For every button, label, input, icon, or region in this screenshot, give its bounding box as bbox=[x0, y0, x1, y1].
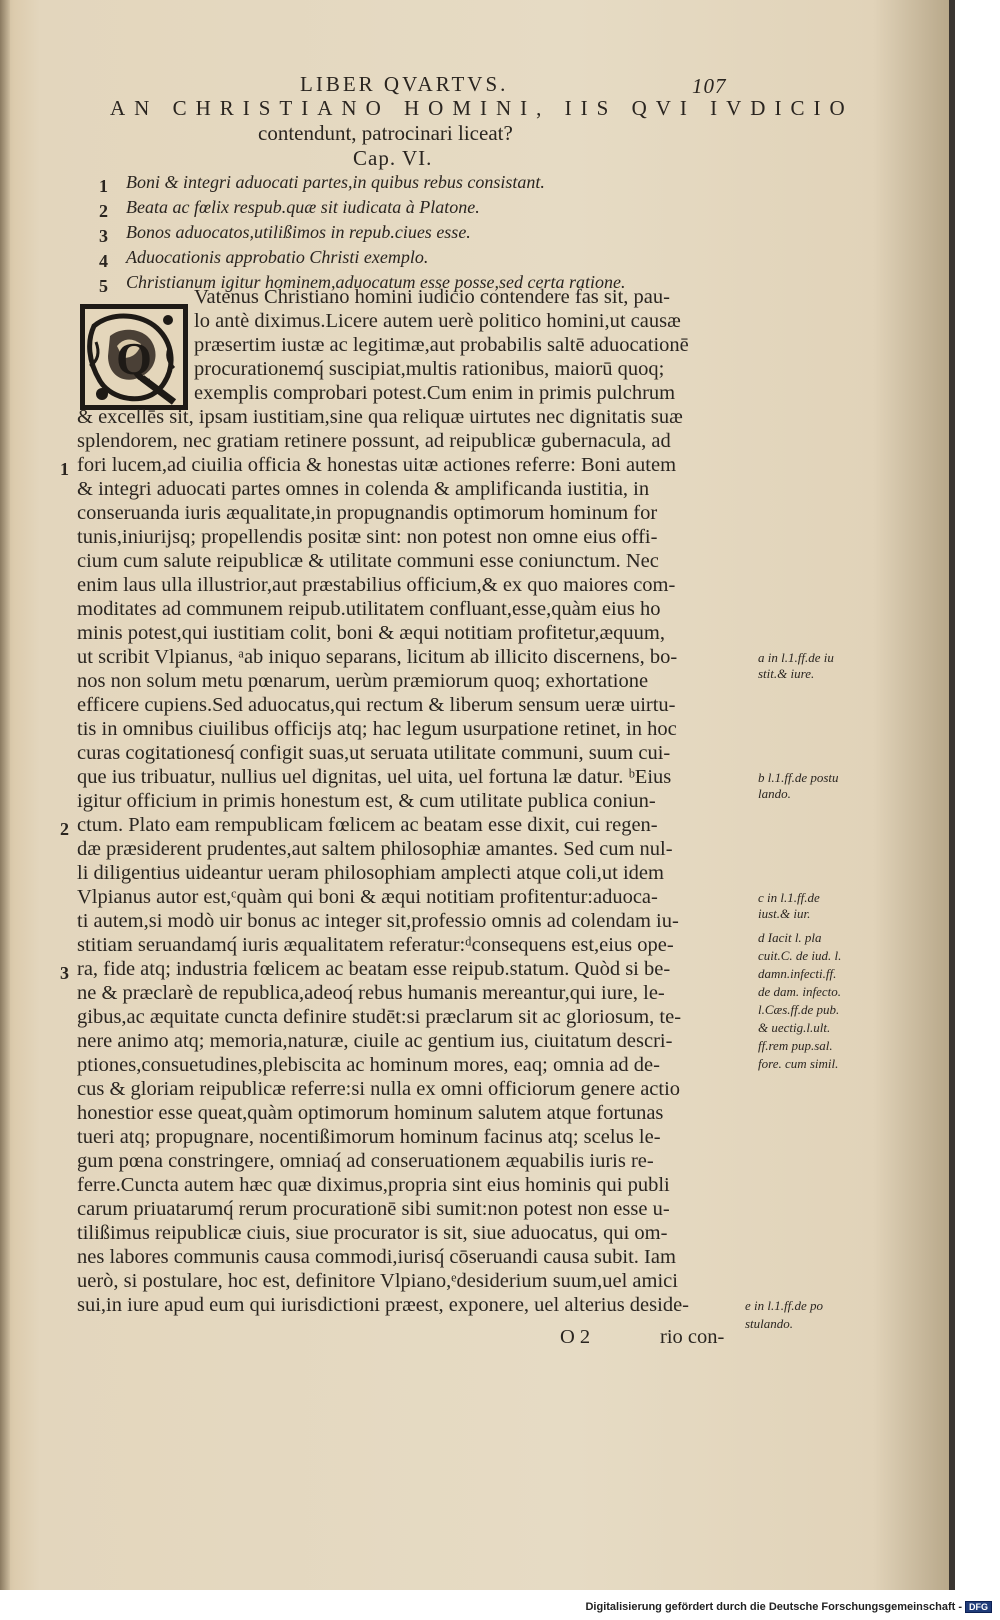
side-note: iust.& iur. bbox=[758, 906, 811, 921]
footer-text: Digitalisierung gefördert durch die Deutsche Forschungsgemeinschaft - bbox=[585, 1601, 962, 1613]
text-line: ti autem,si modò uir bonus ac integer sit,professio omnis ad colendam iu- bbox=[77, 910, 679, 932]
summary-number: 2 bbox=[99, 201, 108, 221]
text-line: curas cogitationesq́ configit suas,ut seruata utilitate communi, suum cui- bbox=[77, 742, 671, 764]
text-line: ctum. Plato eam rempublicam fœlicem ac beatam esse dixit, cui regen- bbox=[77, 814, 658, 836]
text-line: tis in omnibus ciuilibus officijs atq; hac legum usurpatione retinet, in hoc bbox=[77, 718, 677, 740]
text-line: que ius tribuatur, nullius uel dignitas, uel uita, uel fortuna læ datur. ᵇEius bbox=[77, 766, 672, 788]
text-line: fori lucem,ad ciuilia officia & honestas uitæ actiones referre: Boni autem bbox=[77, 454, 677, 476]
text-line: Vlpianus autor est,ᶜquàm qui boni & æqui notitiam profitentur:aduoca- bbox=[77, 886, 658, 908]
text-line: cium cum salute reipublicæ & utilitate communi esse coniunctum. Nec bbox=[77, 550, 659, 572]
text-line: procurationemq́ suscipiat,multis rationibus, maiorū quoq; bbox=[194, 358, 665, 380]
text-line: cus & gloriam reipublicæ referre:si nulla ex omni officiorum genere actio bbox=[77, 1078, 681, 1100]
summary-number: 1 bbox=[99, 176, 108, 196]
text-line: & excellēs sit, ipsam iustitiam,sine qua reliquæ uirtutes nec dignitatis suæ bbox=[77, 406, 683, 428]
summary-item: Boni & integri aduocati partes,in quibus rebus consistant. bbox=[126, 172, 545, 192]
text-line: uerò, si postulare, hoc est, definitore Vlpiano,ᵉdesiderium suum,uel amici bbox=[77, 1270, 678, 1292]
text-line: carum priuatarumq́ rerum procurationē sibi sumit:non potest non esse u- bbox=[77, 1198, 670, 1220]
summary-number: 5 bbox=[99, 276, 108, 296]
side-note: c in l.1.ff.de bbox=[758, 890, 820, 905]
text-line: conseruanda iuris æqualitate,in propugnandis optimorum hominum for bbox=[77, 502, 658, 524]
text-line: dæ præsiderent prudentes,aut saltem philosophiæ amantes. Sed cum nul- bbox=[77, 838, 673, 860]
text-line: sui,in iure apud eum qui iurisdictioni præest, exponere, uel alterius deside- bbox=[77, 1294, 690, 1316]
side-note: lando. bbox=[758, 786, 791, 801]
text-line: ut scribit Vlpianus, ᵃab iniquo separans, licitum ab illicito discernens, bo- bbox=[77, 646, 678, 668]
chapter-number: Cap. VI. bbox=[353, 146, 433, 170]
running-head: LIBER QVARTVS. bbox=[300, 72, 509, 96]
catchword: rio con- bbox=[660, 1326, 725, 1348]
margin-number: 3 bbox=[60, 963, 69, 983]
text-line: exemplis comprobari potest.Cum enim in primis pulchrum bbox=[194, 382, 676, 404]
text-line: ptiones,consuetudines,plebiscita ac hominum mores, eaq; omnia ad de- bbox=[77, 1054, 660, 1076]
side-note: stulando. bbox=[745, 1316, 794, 1331]
text-line: li diligentius uideantur ueram philosophiam amplecti atque coli,ut idem bbox=[77, 862, 664, 884]
summary-item: Christianum igitur hominem,aduocatum esse posse,sed certa ratione. bbox=[126, 272, 626, 292]
text-line: stitiam seruandamq́ iuris æqualitatem referatur:ᵈconsequens est,eius ope- bbox=[77, 934, 674, 956]
text-line: splendorem, nec gratiam retinere possunt, ad reipublicæ gubernacula, ad bbox=[77, 430, 671, 452]
margin-number: 2 bbox=[60, 819, 69, 839]
text-line: Vatenus Christiano homini iudicio contendere fas sit, pau- bbox=[194, 286, 670, 308]
text-line: nos non solum metu pœnarum, uerùm præmiorum quoq; exhortatione bbox=[77, 670, 649, 692]
summary-item: Beata ac fœlix respub.quæ sit iudicata à Platone. bbox=[126, 197, 480, 217]
side-note: l.Cæs.ff.de pub. bbox=[758, 1002, 840, 1017]
text-line: moditates ad communem reipub.utilitatem confluant,esse,quàm eius ho bbox=[77, 598, 661, 620]
side-note: ff.rem pup.sal. bbox=[758, 1038, 833, 1053]
side-note: & uectig.l.ult. bbox=[758, 1020, 831, 1035]
text-line: tueri atq; propugnare, nocentißimorum hominum facinus atq; scelus le- bbox=[77, 1126, 661, 1148]
summary-number: 3 bbox=[99, 226, 108, 246]
footer-credit bbox=[585, 1601, 992, 1613]
text-line: gum pœna constringere, omniaq́ ad conseruationem æquabilis iuris re- bbox=[77, 1150, 654, 1172]
text-line: gibus,ac æquitate cuncta definire studēt:si præclarum sit ac gloriosum, te- bbox=[77, 1006, 682, 1028]
signature-mark: O 2 bbox=[560, 1326, 591, 1348]
text-line: ra, fide atq; industria fœlicem ac beatam esse reipub.statum. Quòd si be- bbox=[77, 958, 671, 980]
text-line: ne & præclarè de republica,adeoq́ rebus humanis mereantur,qui iure, le- bbox=[77, 982, 665, 1004]
side-note: e in l.1.ff.de po bbox=[745, 1298, 823, 1313]
initial-letter: Q bbox=[116, 333, 152, 384]
side-note: damn.infecti.ff. bbox=[758, 966, 837, 981]
summary-item: Aduocationis approbatio Christi exemplo. bbox=[126, 247, 429, 267]
side-note: d Iacit l. pla bbox=[758, 930, 822, 945]
decorated-initial bbox=[80, 304, 188, 410]
side-note: cuit.C. de iud. l. bbox=[758, 948, 842, 963]
text-line: tilißimus reipublicæ ciuis, siue procurator is sit, siue aduocatus, qui om- bbox=[77, 1222, 668, 1244]
side-note: b l.1.ff.de postu bbox=[758, 770, 839, 785]
side-note: stit.& iure. bbox=[758, 666, 815, 681]
chapter-subtitle: contendunt, patrocinari liceat? bbox=[258, 121, 513, 145]
side-note: a in l.1.ff.de iu bbox=[758, 650, 834, 665]
dfg-logo: DFG bbox=[965, 1601, 992, 1613]
text-line: enim laus ulla illustrior,aut præstabilius officium,& ex quo maiores com- bbox=[77, 574, 676, 596]
text-line: efficere cupiens.Sed aduocatus,qui rectum & liberum sensum ueræ uirtu- bbox=[77, 694, 676, 716]
side-note: fore. cum simil. bbox=[758, 1056, 839, 1071]
text-line: & integri aduocati partes omnes in colenda & amplificanda iustitia, in bbox=[77, 478, 650, 500]
text-line: igitur officium in primis honestum est, & cum utilitate publica coniun- bbox=[77, 790, 656, 812]
text-line: tunis,iniurijsq; propellendis positæ sint: non potest non omne eius offi- bbox=[77, 526, 658, 548]
text-line: præsertim iustæ ac legitimæ,aut probabilis saltē aduocationē bbox=[194, 334, 689, 356]
summary-item: Bonos aduocatos,utilißimos in repub.ciues esse. bbox=[126, 222, 471, 242]
text-line: minis potest,qui iustitiam colit, boni & æqui notitiam profitetur,æquum, bbox=[77, 622, 665, 644]
text-line: nes labores communis causa commodi,iurisq́ cōseruandi causa subit. Iam bbox=[77, 1246, 676, 1268]
text-line: ferre.Cuncta autem hæc quæ diximus,propria sint eius hominis qui publi bbox=[77, 1174, 670, 1196]
text-line: honestior esse queat,quàm optimorum hominum salutem atque fortunas bbox=[77, 1102, 664, 1124]
chapter-title: AN CHRISTIANO HOMINI, IIS QVI IVDICIO bbox=[110, 96, 854, 120]
folio-number: 107 bbox=[692, 74, 727, 98]
text-line: nere animo atq; memoria,naturæ, ciuile ac gentium ius, ciuitatum descri- bbox=[77, 1030, 673, 1052]
side-note: de dam. infecto. bbox=[758, 984, 842, 999]
margin-number: 1 bbox=[60, 459, 69, 479]
text-line: lo antè diximus.Licere autem uerè politico homini,ut causæ bbox=[194, 310, 681, 332]
summary-number: 4 bbox=[99, 251, 108, 271]
